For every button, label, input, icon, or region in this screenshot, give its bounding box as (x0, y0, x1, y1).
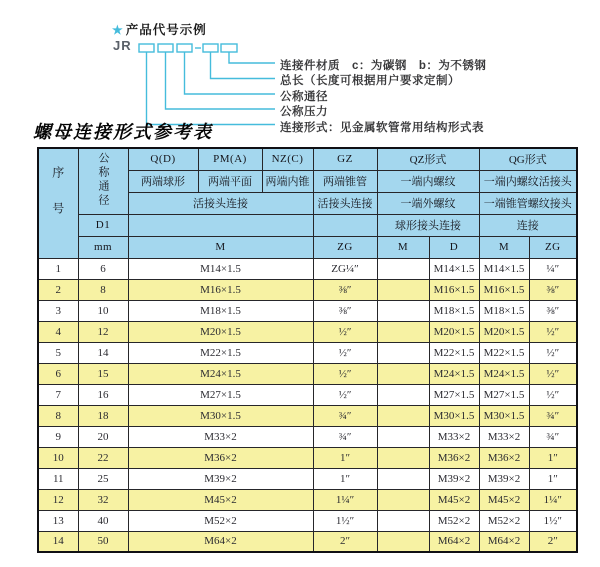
cell-qg_m: M22×1.5 (479, 342, 529, 363)
cell-dn: 8 (78, 279, 128, 300)
cell-m: M14×1.5 (128, 258, 313, 279)
cell-qz_m (377, 405, 429, 426)
cell-no: 14 (38, 531, 78, 552)
nut-connection-reference-table (37, 147, 578, 553)
cell-no: 2 (38, 279, 78, 300)
cell-qg_zg: 1″ (529, 468, 577, 489)
header-seq-no: 序号 (38, 148, 78, 258)
code-label-diameter: 公称通径 (280, 90, 328, 103)
section-title: 螺母连接形式参考表 (33, 122, 213, 143)
cell-qg_zg: ¾″ (529, 405, 577, 426)
cell-gz: ⅜″ (313, 279, 377, 300)
cell-dn: 15 (78, 363, 128, 384)
cell-no: 7 (38, 384, 78, 405)
leader-line-4 (166, 52, 276, 109)
cell-qg_zg: ¾″ (529, 426, 577, 447)
cell-gz: 1½″ (313, 510, 377, 531)
table-row (38, 384, 577, 405)
header-qz-desc1: 一端内螺纹 (377, 170, 479, 192)
diagram-heading-text: 产品代号示例 (125, 23, 207, 37)
cell-m: M36×2 (128, 447, 313, 468)
table-row (38, 426, 577, 447)
cell-no: 9 (38, 426, 78, 447)
cell-gz: ½″ (313, 363, 377, 384)
table-row (38, 447, 577, 468)
cell-no: 8 (38, 405, 78, 426)
cell-gz: ⅜″ (313, 300, 377, 321)
table-row (38, 321, 577, 342)
cell-dn: 6 (78, 258, 128, 279)
header-qg-zg: ZG (529, 236, 577, 258)
header-union-connection: 活接头连接 (128, 192, 313, 214)
header-nz: NZ(C) (262, 148, 313, 170)
table-row (38, 300, 577, 321)
cell-qz_d: M22×1.5 (429, 342, 479, 363)
cell-qz_d: M36×2 (429, 447, 479, 468)
cell-qz_m (377, 258, 429, 279)
cell-m: M33×2 (128, 426, 313, 447)
cell-no: 11 (38, 468, 78, 489)
cell-m: M30×1.5 (128, 405, 313, 426)
cell-qg_m: M52×2 (479, 510, 529, 531)
header-nz-desc: 两端内锥 (262, 170, 313, 192)
header-empty-gz (313, 214, 377, 236)
header-qg-form: QG形式 (479, 148, 577, 170)
cell-gz: 1¼″ (313, 489, 377, 510)
header-nominal-diameter: 公称通径 (78, 148, 128, 214)
code-box-5 (221, 44, 237, 52)
cell-qg_m: M33×2 (479, 426, 529, 447)
cell-gz: ½″ (313, 342, 377, 363)
table-row (38, 279, 577, 300)
header-q: Q(D) (128, 148, 198, 170)
cell-dn: 20 (78, 426, 128, 447)
table-header (38, 148, 577, 258)
cell-dn: 22 (78, 447, 128, 468)
code-box-4 (203, 44, 218, 52)
cell-m: M16×1.5 (128, 279, 313, 300)
header-qg-m: M (479, 236, 529, 258)
diagram-heading (112, 20, 207, 38)
cell-qg_zg: 2″ (529, 531, 577, 552)
header-pm: PM(A) (198, 148, 262, 170)
table-row (38, 468, 577, 489)
cell-dn: 12 (78, 321, 128, 342)
cell-qg_zg: ⅜″ (529, 300, 577, 321)
cell-qz_d: M30×1.5 (429, 405, 479, 426)
cell-dn: 14 (78, 342, 128, 363)
cell-dn: 32 (78, 489, 128, 510)
cell-qz_d: M52×2 (429, 510, 479, 531)
cell-m: M39×2 (128, 468, 313, 489)
cell-qg_zg: ½″ (529, 384, 577, 405)
cell-qz_m (377, 300, 429, 321)
star-icon: ★ (112, 23, 124, 37)
table-row (38, 510, 577, 531)
cell-qz_d: M45×2 (429, 489, 479, 510)
cell-qg_m: M64×2 (479, 531, 529, 552)
cell-qz_m (377, 468, 429, 489)
cell-dn: 50 (78, 531, 128, 552)
code-label-pressure: 公称压力 (280, 106, 328, 118)
cell-qz_m (377, 489, 429, 510)
cell-gz: 2″ (313, 531, 377, 552)
cell-qz_m (377, 384, 429, 405)
cell-qg_m: M14×1.5 (479, 258, 529, 279)
cell-gz: 1″ (313, 468, 377, 489)
cell-qz_d: M16×1.5 (429, 279, 479, 300)
cell-qz_m (377, 321, 429, 342)
table-row (38, 363, 577, 384)
cell-qg_m: M27×1.5 (479, 384, 529, 405)
cell-no: 12 (38, 489, 78, 510)
header-qz-m: M (377, 236, 429, 258)
cell-qz_m (377, 531, 429, 552)
header-q-desc: 两端球形 (128, 170, 198, 192)
header-qg-desc1: 一端内螺纹活接头 (479, 170, 577, 192)
cell-gz: 1″ (313, 447, 377, 468)
cell-no: 6 (38, 363, 78, 384)
cell-gz: ¾″ (313, 405, 377, 426)
header-pm-desc: 两端平面 (198, 170, 262, 192)
cell-m: M64×2 (128, 531, 313, 552)
cell-m: M22×1.5 (128, 342, 313, 363)
leader-line-1 (229, 52, 275, 63)
code-label-length: 总长（长度可根据用户要求定制） (280, 75, 460, 87)
cell-gz: ½″ (313, 384, 377, 405)
cell-m: M52×2 (128, 510, 313, 531)
cell-no: 5 (38, 342, 78, 363)
cell-m: M20×1.5 (128, 321, 313, 342)
cell-qg_m: M45×2 (479, 489, 529, 510)
table-row (38, 405, 577, 426)
header-d1: D1 (78, 214, 128, 236)
code-label-material: 连接件材质 c：为碳钢 b：为不锈钢 (280, 59, 487, 72)
cell-qz_m (377, 510, 429, 531)
header-qz-connection: 球形接头连接 (377, 214, 479, 236)
cell-qz_m (377, 447, 429, 468)
cell-qz_d: M14×1.5 (429, 258, 479, 279)
header-qz-form: QZ形式 (377, 148, 479, 170)
header-gz: GZ (313, 148, 377, 170)
cell-dn: 16 (78, 384, 128, 405)
table-row (38, 489, 577, 510)
cell-qg_m: M30×1.5 (479, 405, 529, 426)
cell-no: 1 (38, 258, 78, 279)
cell-m: M45×2 (128, 489, 313, 510)
code-prefix: JR (113, 38, 132, 53)
cell-dn: 10 (78, 300, 128, 321)
cell-qz_m (377, 426, 429, 447)
table-row (38, 531, 577, 552)
cell-qg_zg: ½″ (529, 321, 577, 342)
cell-dn: 25 (78, 468, 128, 489)
cell-m: M24×1.5 (128, 363, 313, 384)
cell-qz_d: M33×2 (429, 426, 479, 447)
cell-qz_m (377, 279, 429, 300)
header-gz-connection: 活接头连接 (313, 192, 377, 214)
cell-qg_zg: 1½″ (529, 510, 577, 531)
header-m-main: M (128, 236, 313, 258)
header-qg-connection: 连接 (479, 214, 577, 236)
cell-qg_zg: 1¼″ (529, 489, 577, 510)
cell-qz_d: M18×1.5 (429, 300, 479, 321)
cell-dn: 40 (78, 510, 128, 531)
cell-qg_m: M24×1.5 (479, 363, 529, 384)
header-gz-desc: 两端锥管 (313, 170, 377, 192)
cell-qg_zg: 1″ (529, 447, 577, 468)
cell-gz: ¾″ (313, 426, 377, 447)
cell-qz_d: M27×1.5 (429, 384, 479, 405)
table-row (38, 342, 577, 363)
header-qg-desc2: 一端锥管螺纹接头 (479, 192, 577, 214)
cell-no: 3 (38, 300, 78, 321)
leader-line-3 (185, 52, 276, 94)
code-box-3 (177, 44, 192, 52)
cell-qg_m: M18×1.5 (479, 300, 529, 321)
leader-line-2 (211, 52, 276, 79)
cell-qz_d: M24×1.5 (429, 363, 479, 384)
cell-qz_d: M20×1.5 (429, 321, 479, 342)
cell-qz_d: M39×2 (429, 468, 479, 489)
cell-dn: 18 (78, 405, 128, 426)
cell-no: 10 (38, 447, 78, 468)
cell-qz_m (377, 342, 429, 363)
header-empty-left (128, 214, 313, 236)
cell-qg_zg: ¼″ (529, 258, 577, 279)
code-label-connection: 连接形式：见金属软管常用结构形式表 (280, 121, 484, 134)
cell-qz_m (377, 363, 429, 384)
header-mm: mm (78, 236, 128, 258)
table-row (38, 258, 577, 279)
table-body (38, 258, 577, 552)
cell-qg_zg: ½″ (529, 363, 577, 384)
header-qz-desc2: 一端外螺纹 (377, 192, 479, 214)
cell-qg_zg: ½″ (529, 342, 577, 363)
cell-qg_m: M16×1.5 (479, 279, 529, 300)
cell-qz_d: M64×2 (429, 531, 479, 552)
header-zg-main: ZG (313, 236, 377, 258)
code-box-2 (158, 44, 173, 52)
code-box-1 (139, 44, 154, 52)
cell-no: 13 (38, 510, 78, 531)
cell-gz: ½″ (313, 321, 377, 342)
cell-qg_m: M36×2 (479, 447, 529, 468)
cell-qg_m: M20×1.5 (479, 321, 529, 342)
cell-m: M18×1.5 (128, 300, 313, 321)
header-qz-d: D (429, 236, 479, 258)
cell-qg_m: M39×2 (479, 468, 529, 489)
cell-m: M27×1.5 (128, 384, 313, 405)
cell-gz: ZG¼″ (313, 258, 377, 279)
cell-qg_zg: ⅜″ (529, 279, 577, 300)
cell-no: 4 (38, 321, 78, 342)
